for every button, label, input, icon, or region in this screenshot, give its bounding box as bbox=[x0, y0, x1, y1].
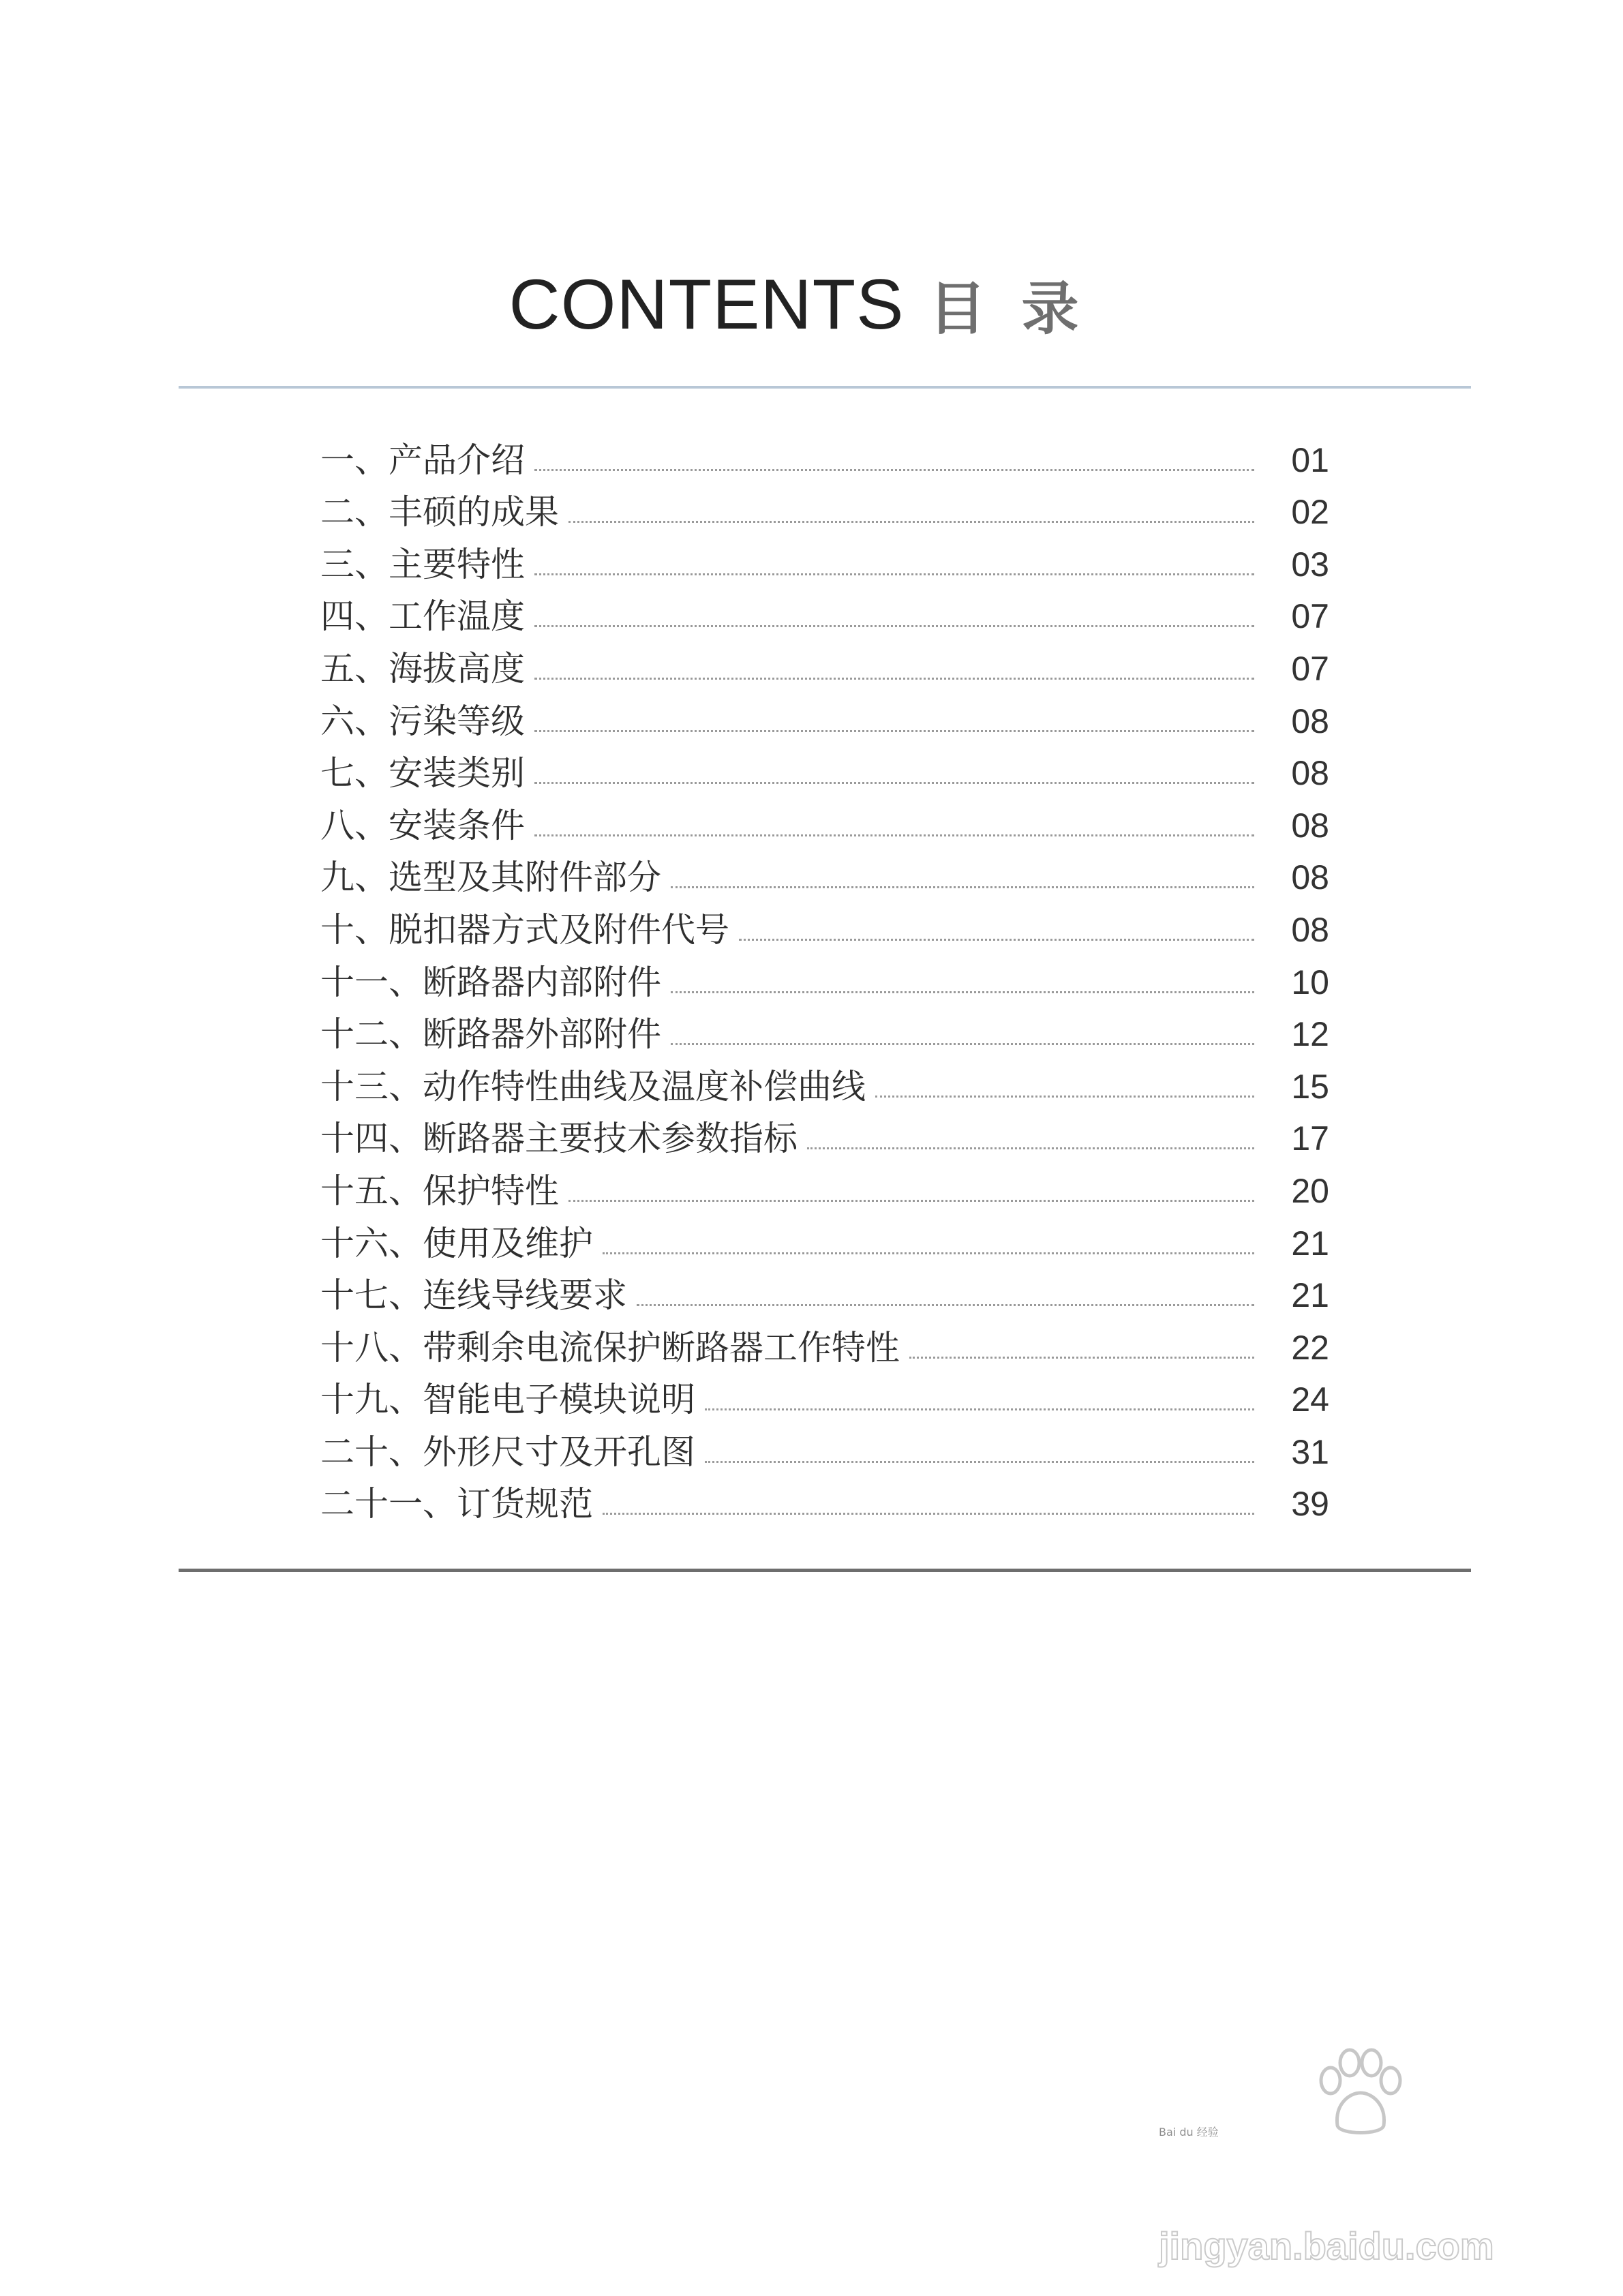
toc-entry-page: 22 bbox=[1291, 1328, 1329, 1367]
toc-dot-leader bbox=[534, 834, 1254, 836]
toc-entry[interactable] bbox=[320, 1316, 1329, 1368]
title-chinese: 目录 bbox=[928, 275, 1114, 342]
toc-entry[interactable] bbox=[320, 1368, 1329, 1421]
toc-entry[interactable] bbox=[320, 1472, 1329, 1525]
toc-entry-label: 七、安装类别 bbox=[320, 753, 525, 794]
toc-entry-page: 24 bbox=[1291, 1380, 1329, 1419]
toc-entry-page: 31 bbox=[1291, 1432, 1329, 1471]
toc-entry-label: 六、污染等级 bbox=[320, 701, 525, 741]
toc-entry-page: 10 bbox=[1291, 963, 1329, 1001]
toc-dot-leader bbox=[534, 782, 1254, 784]
paw-icon bbox=[1309, 2045, 1411, 2141]
toc-entry-label: 二十一、订货规范 bbox=[320, 1484, 593, 1524]
toc-entry-page: 07 bbox=[1291, 597, 1329, 636]
toc-dot-leader bbox=[671, 886, 1254, 888]
toc-entry-label: 九、选型及其附件部分 bbox=[320, 858, 661, 898]
toc-entry-page: 01 bbox=[1291, 440, 1329, 479]
toc-entry-page: 17 bbox=[1291, 1119, 1329, 1158]
toc-dot-leader bbox=[534, 625, 1254, 627]
toc-entry-label: 一、产品介绍 bbox=[320, 440, 525, 480]
toc-entry[interactable] bbox=[320, 1003, 1329, 1055]
toc-entry-label: 十六、使用及维护 bbox=[320, 1223, 593, 1263]
toc-dot-leader bbox=[534, 573, 1254, 575]
toc-entry[interactable] bbox=[320, 1107, 1329, 1160]
title-english: CONTENTS bbox=[509, 265, 905, 344]
toc-dot-leader bbox=[603, 1513, 1254, 1515]
toc-entry-page: 15 bbox=[1291, 1067, 1329, 1106]
toc-dot-leader bbox=[671, 1043, 1254, 1045]
toc-entry-label: 十七、连线导线要求 bbox=[320, 1275, 627, 1316]
toc-entry[interactable] bbox=[320, 794, 1329, 846]
toc-entry[interactable] bbox=[320, 1055, 1329, 1107]
toc-entry[interactable] bbox=[320, 689, 1329, 742]
bottom-divider bbox=[179, 1569, 1471, 1572]
toc-entry-page: 21 bbox=[1291, 1224, 1329, 1263]
top-divider bbox=[179, 386, 1471, 389]
toc-entry[interactable] bbox=[320, 637, 1329, 689]
toc-entry-label: 十三、动作特性曲线及温度补偿曲线 bbox=[320, 1066, 866, 1106]
toc-dot-leader bbox=[739, 939, 1254, 941]
toc-entry-label: 十四、断路器主要技术参数指标 bbox=[320, 1119, 798, 1159]
toc-dot-leader bbox=[637, 1304, 1254, 1306]
toc-entry-page: 08 bbox=[1291, 806, 1329, 845]
toc-entry-label: 十一、断路器内部附件 bbox=[320, 962, 661, 1002]
toc-entry-page: 02 bbox=[1291, 493, 1329, 532]
table-of-contents bbox=[320, 428, 1329, 1524]
toc-entry-page: 03 bbox=[1291, 545, 1329, 584]
toc-entry-label: 十五、保护特性 bbox=[320, 1170, 559, 1211]
toc-dot-leader bbox=[534, 469, 1254, 471]
toc-dot-leader bbox=[909, 1357, 1254, 1359]
toc-dot-leader bbox=[875, 1096, 1254, 1098]
toc-dot-leader bbox=[807, 1147, 1254, 1149]
toc-dot-leader bbox=[568, 521, 1254, 523]
toc-dot-leader bbox=[568, 1200, 1254, 1202]
toc-dot-leader bbox=[705, 1461, 1254, 1463]
baidu-jingyan-watermark bbox=[1145, 2045, 1581, 2270]
toc-entry-page: 08 bbox=[1291, 754, 1329, 793]
toc-dot-leader bbox=[705, 1408, 1254, 1410]
toc-entry-label: 十八、带剩余电流保护断路器工作特性 bbox=[320, 1327, 900, 1368]
toc-dot-leader bbox=[671, 991, 1254, 993]
toc-dot-leader bbox=[534, 730, 1254, 732]
toc-entry-page: 39 bbox=[1291, 1485, 1329, 1524]
toc-entry-page: 21 bbox=[1291, 1276, 1329, 1315]
toc-entry-page: 08 bbox=[1291, 858, 1329, 897]
toc-entry-label: 二、丰硕的成果 bbox=[320, 492, 559, 532]
toc-entry[interactable] bbox=[320, 1159, 1329, 1211]
toc-entry-label: 十、脱扣器方式及附件代号 bbox=[320, 909, 729, 950]
toc-entry-page: 20 bbox=[1291, 1171, 1329, 1210]
page-title bbox=[0, 265, 1623, 344]
toc-entry[interactable] bbox=[320, 1420, 1329, 1472]
toc-entry[interactable] bbox=[320, 950, 1329, 1003]
toc-entry-label: 十九、智能电子模块说明 bbox=[320, 1380, 695, 1420]
toc-entry-page: 08 bbox=[1291, 701, 1329, 740]
toc-entry[interactable] bbox=[320, 846, 1329, 898]
toc-entry[interactable] bbox=[320, 481, 1329, 533]
toc-entry[interactable] bbox=[320, 532, 1329, 585]
toc-entry-label: 四、工作温度 bbox=[320, 596, 525, 637]
toc-entry-page: 08 bbox=[1291, 910, 1329, 949]
toc-entry-label: 三、主要特性 bbox=[320, 544, 525, 584]
toc-entry-label: 二十、外形尺寸及开孔图 bbox=[320, 1432, 695, 1472]
toc-entry[interactable] bbox=[320, 1264, 1329, 1316]
toc-entry[interactable] bbox=[320, 898, 1329, 950]
watermark-brand: Bai du 经验 bbox=[1159, 2126, 1219, 2139]
toc-entry-label: 十二、断路器外部附件 bbox=[320, 1014, 661, 1055]
toc-entry[interactable] bbox=[320, 585, 1329, 637]
toc-dot-leader bbox=[534, 678, 1254, 680]
toc-entry-label: 五、海拔高度 bbox=[320, 648, 525, 689]
toc-dot-leader bbox=[603, 1252, 1254, 1254]
toc-entry-page: 12 bbox=[1291, 1015, 1329, 1054]
toc-entry[interactable] bbox=[320, 428, 1329, 481]
toc-entry-label: 八、安装条件 bbox=[320, 805, 525, 845]
toc-entry[interactable] bbox=[320, 742, 1329, 794]
toc-entry[interactable] bbox=[320, 1211, 1329, 1264]
watermark-url: jingyan.baidu.com bbox=[1159, 2224, 1494, 2267]
toc-entry-page: 07 bbox=[1291, 649, 1329, 688]
